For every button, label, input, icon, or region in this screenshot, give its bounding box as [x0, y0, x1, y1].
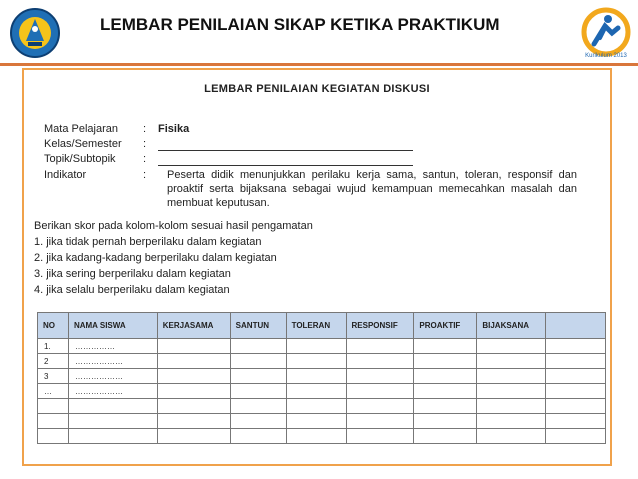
- table-cell: [230, 414, 286, 429]
- table-cell: [157, 339, 230, 354]
- table-cell: [477, 354, 546, 369]
- column-header-toleran: TOLERAN: [286, 313, 346, 339]
- table-cell: [38, 399, 69, 414]
- header-divider: [0, 63, 638, 66]
- slide-title: LEMBAR PENILAIAN SIKAP KETIKA PRAKTIKUM: [100, 15, 500, 34]
- table-cell: 3: [38, 369, 69, 384]
- table-cell: [546, 414, 606, 429]
- table-cell: [346, 429, 414, 444]
- table-cell: [230, 354, 286, 369]
- topic-blank-line: [158, 165, 413, 166]
- class-label: Kelas/Semester: [44, 138, 122, 150]
- table-cell: [546, 369, 606, 384]
- subject-value: Fisika: [158, 123, 190, 135]
- ministry-emblem-icon: [9, 7, 61, 59]
- table-cell: [546, 339, 606, 354]
- indicator-colon: :: [143, 169, 147, 181]
- class-colon: :: [143, 138, 147, 150]
- subject-label: Mata Pelajaran: [44, 123, 118, 135]
- table-cell: [286, 369, 346, 384]
- table-cell: ……………: [68, 339, 157, 354]
- table-cell: [157, 369, 230, 384]
- table-cell: [68, 414, 157, 429]
- table-cell: [477, 339, 546, 354]
- table-cell: [38, 414, 69, 429]
- table-cell: [546, 384, 606, 399]
- table-cell: …: [38, 384, 69, 399]
- table-cell: [346, 354, 414, 369]
- kurikulum-logo-icon: [578, 6, 634, 60]
- table-cell: [346, 339, 414, 354]
- table-header-row: [38, 313, 606, 339]
- table-cell: 2: [38, 354, 69, 369]
- table-cell: [546, 399, 606, 414]
- table-cell: [230, 399, 286, 414]
- instruction-line: 1. jika tidak pernah berperilaku dalam kegiatan: [34, 236, 262, 248]
- table-row: [38, 339, 606, 354]
- table-cell: [157, 429, 230, 444]
- table-cell: [346, 399, 414, 414]
- table-cell: [230, 369, 286, 384]
- column-header-no: NO: [38, 313, 69, 339]
- column-header-blank: [546, 313, 606, 339]
- table-cell: [157, 399, 230, 414]
- instruction-line: 4. jika selalu berperilaku dalam kegiatan: [34, 284, 230, 296]
- table-cell: [230, 384, 286, 399]
- table-row: [38, 429, 606, 444]
- indicator-text: Peserta didik menunjukkan perilaku kerja sama, santun, toleran, responsif dan proaktif serta bijaksana sebagai wujud kemampuan memecahkan masalah dan membuat keputusan.: [167, 169, 577, 209]
- table-cell: [286, 429, 346, 444]
- table-cell: 1.: [38, 339, 69, 354]
- table-cell: [346, 414, 414, 429]
- table-cell: [414, 339, 477, 354]
- table-cell: [346, 369, 414, 384]
- table-cell: [477, 369, 546, 384]
- topic-colon: :: [143, 153, 147, 165]
- table-cell: [414, 429, 477, 444]
- table-cell: [286, 339, 346, 354]
- instruction-line: 3. jika sering berperilaku dalam kegiatan: [34, 268, 231, 280]
- table-cell: [157, 384, 230, 399]
- instruction-line: 2. jika kadang-kadang berperilaku dalam kegiatan: [34, 252, 277, 264]
- table-cell: [346, 384, 414, 399]
- table-cell: [286, 354, 346, 369]
- table-cell: [477, 429, 546, 444]
- table-cell: [38, 429, 69, 444]
- table-row: [38, 354, 606, 369]
- table-cell: [286, 414, 346, 429]
- table-cell: [546, 429, 606, 444]
- table-cell: [230, 339, 286, 354]
- instruction-line: Berikan skor pada kolom-kolom sesuai hasil pengamatan: [34, 220, 313, 232]
- table-cell: [286, 399, 346, 414]
- table-cell: [477, 399, 546, 414]
- column-header-kerjasama: KERJASAMA: [157, 313, 230, 339]
- table-row: [38, 414, 606, 429]
- table-row: [38, 369, 606, 384]
- indicator-label: Indikator: [44, 169, 87, 181]
- table-cell: ………………: [68, 354, 157, 369]
- column-header-nama-siswa: NAMA SISWA: [68, 313, 157, 339]
- table-cell: [68, 429, 157, 444]
- column-header-bijaksana: BIJAKSANA: [477, 313, 546, 339]
- table-cell: [414, 399, 477, 414]
- class-blank-line: [158, 150, 413, 151]
- table-cell: ………………: [68, 384, 157, 399]
- table-cell: [477, 384, 546, 399]
- table-cell: [157, 414, 230, 429]
- score-table: [37, 312, 606, 444]
- table-cell: [414, 414, 477, 429]
- table-cell: [414, 369, 477, 384]
- table-cell: [414, 354, 477, 369]
- assessment-document: [22, 68, 612, 466]
- table-cell: [286, 384, 346, 399]
- table-cell: [157, 354, 230, 369]
- table-cell: [230, 429, 286, 444]
- kurikulum-logo-text: Kurikulum 2013: [585, 53, 627, 59]
- table-cell: [477, 414, 546, 429]
- table-cell: [546, 354, 606, 369]
- table-row: [38, 399, 606, 414]
- table-cell: [68, 399, 157, 414]
- table-row: [38, 384, 606, 399]
- table-cell: [414, 384, 477, 399]
- column-header-santun: SANTUN: [230, 313, 286, 339]
- document-title: LEMBAR PENILAIAN KEGIATAN DISKUSI: [204, 83, 430, 95]
- subject-colon: :: [143, 123, 147, 135]
- table-cell: ………………: [68, 369, 157, 384]
- column-header-proaktif: PROAKTIF: [414, 313, 477, 339]
- column-header-responsif: RESPONSIF: [346, 313, 414, 339]
- topic-label: Topik/Subtopik: [44, 153, 116, 165]
